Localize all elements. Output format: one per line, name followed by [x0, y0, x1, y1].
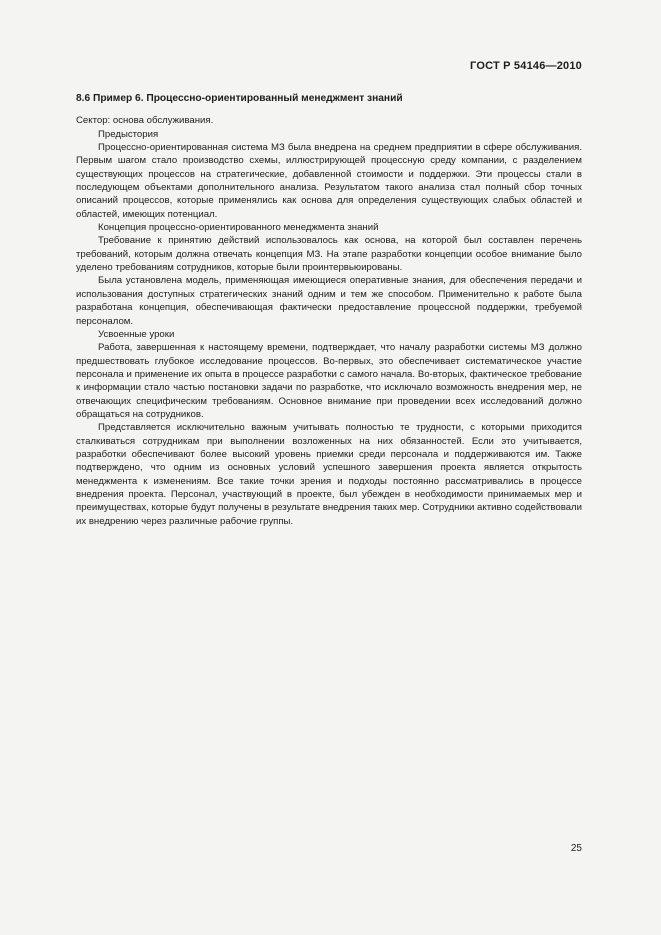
document-body	[76, 92, 582, 528]
paragraph: Работа, завершенная к настоящему времени, подтверждает, что началу разработки системы МЗ должно предшествовать глубокое исследование процессов. Во-первых, это обеспечивает систематическое участие персонала и применение их опыта в процессе разработки с самого начала. Во-вторых, фактическое требование к информации стало частью постановки задачи по разработке, что исключало возможность внедрения мер, не отвечающих специфическим требованиям. Основное внимание при проведении всех исследований должно обращаться на сотрудников.	[76, 342, 582, 420]
section-heading: 8.6 Пример 6. Процессно-ориентированный менеджмент знаний	[76, 93, 403, 104]
paragraph: Концепция процессно-ориентированного менеджмента знаний	[98, 222, 379, 234]
paragraph: Процессно-ориентированная система МЗ была внедрена на среднем предприятии в сфере обслуживания. Первым шагом стало производство схемы, иллюстрирующей процессную среду компании, с разделением существующих процессов на стратегические, добавленной стоимости и поддержки. Эти процессы стали в последующем объектами дополнительного анализа. Результатом такого анализа стал полный сбор точных описаний процессов, которые применялись как основа для определения существующих слабых областей и областей, имеющих потенциал.	[76, 142, 582, 220]
paragraph: Требование к принятию действий использовалось как основа, на которой был составлен перечень требований, которым должна отвечать концепция МЗ. На этапе разработки концепции особое внимание было уделено требованиям сотрудников, которые были проинтервьюированы.	[76, 235, 582, 274]
page-number: 25	[570, 843, 582, 854]
paragraph: Представляется исключительно важным учитывать полностью те трудности, с которыми приходится сталкиваться сотрудникам при выполнении возложенных на них обязанностей. Если это учитывается, разработки обеспечивают более высокий уровень приемки среди персонала и поддерживаются им. Также подтверждено, что одним из основных условий успешного завершения проекта является открытость менеджмента к изменениям. Все такие точки зрения и подходы постоянно рассматривались в процессе внедрения проекта. Персонал, участвующий в проекте, был убежден в необходимости принимаемых мер и преимуществах, которые будут получены в результате внедрения таких мер. Сотрудники активно содействовали их внедрению через различные рабочие группы.	[76, 422, 582, 527]
paragraph: Сектор: основа обслуживания.	[76, 115, 214, 127]
paragraph: Предыстория	[98, 128, 159, 140]
paragraph: Была установлена модель, применяющая имеющиеся оперативные знания, для обеспечения передачи и использования доступных стратегических знаний одним и тем же способом. Применительно к работе была разработана концепция, обеспечивающая фактически предоставление процессной поддержки, требуемой персоналом.	[76, 275, 582, 327]
standard-header: ГОСТ Р 54146—2010	[470, 60, 582, 72]
paragraph: Усвоенные уроки	[98, 328, 175, 340]
